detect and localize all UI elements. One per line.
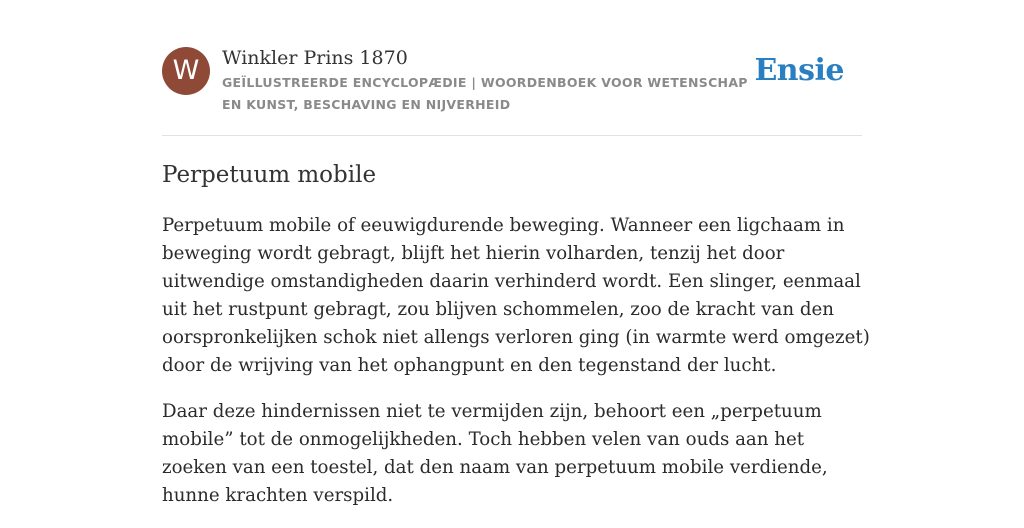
source-subtitle: GEÏLLUSTREERDE ENCYCLOPÆDIE | WOORDENBOEK VOOR WETENSCHAP EN KUNST, BESCHAVING EN NIJVERHEID <box>222 75 748 112</box>
ensie-logo[interactable]: Ensie <box>754 53 844 88</box>
source-header <box>162 45 862 136</box>
article-body <box>162 212 872 528</box>
source-title[interactable]: Winkler Prins 1870 <box>222 47 408 69</box>
page-title: Perpetuum mobile <box>162 162 377 188</box>
source-avatar[interactable]: W <box>162 47 210 95</box>
article-paragraph-2: Daar deze hindernissen niet te vermijden zijn, behoort een „perpetuum mobile” tot de onmogelijkheden. Toch hebben velen van ouds aan het zoeken van een toestel, dat den naam van perpetuum mobile verdiende, hunne krachten verspild. <box>162 401 828 506</box>
article-paragraph-1: Perpetuum mobile of eeuwigdurende beweging. Wanneer een ligchaam in beweging wordt gebragt, blijft het hierin volharden, tenzij het door uitwendige omstandigheden daarin verhinderd wordt. Een slinger, eenmaal uit het rustpunt gebragt, zou blijven schommelen, zoo de kracht van den oorspronkelijken schok niet allengs verloren ging (in warmte werd omgezet) door de wrijving van het ophangpunt en den tegenstand der lucht. <box>162 215 870 376</box>
